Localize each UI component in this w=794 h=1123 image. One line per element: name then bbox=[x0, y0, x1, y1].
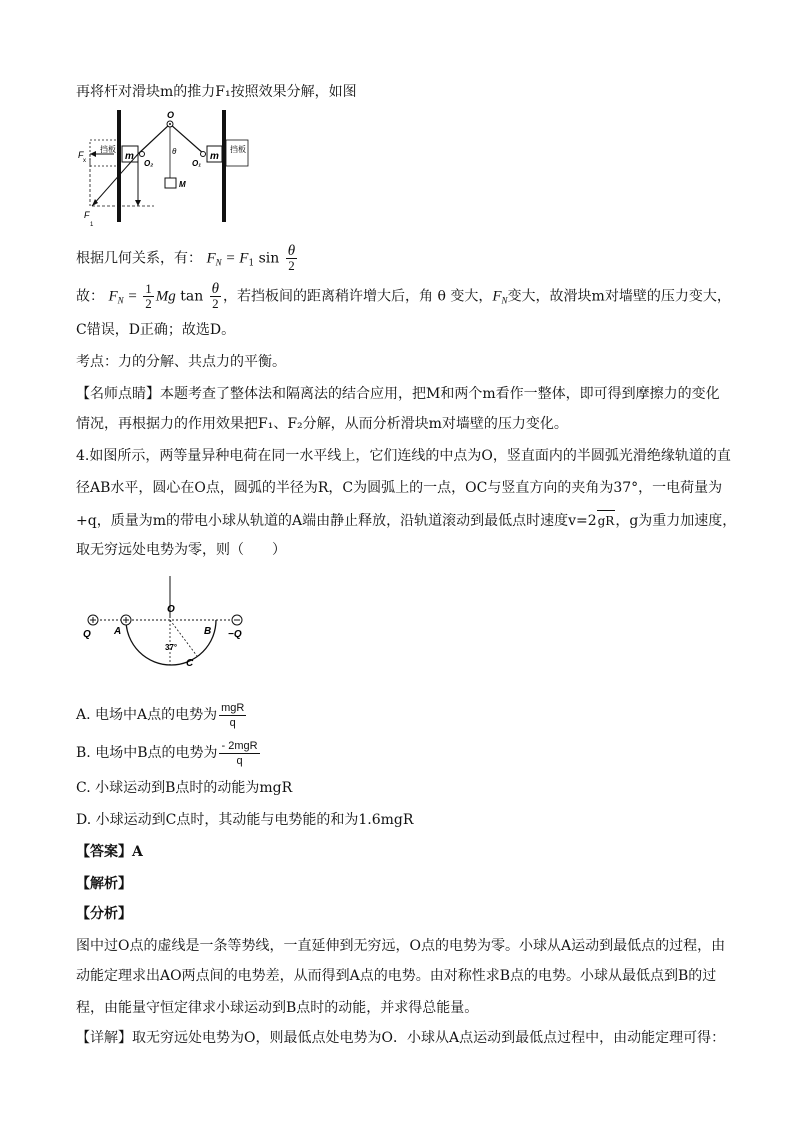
text-line: 图中过O点的虚线是一条等势线，一直延伸到无穷远，O点的电势为零。小球从A运动到最低点的过程，由 bbox=[76, 938, 726, 954]
svg-text:A: A bbox=[114, 626, 122, 637]
svg-text:Q: Q bbox=[83, 629, 91, 640]
text-line: 动能定理求出AO两点间的电势差，从而得到A点的电势。由对称性求B点的电势。小球从最低点到B的过 bbox=[76, 968, 717, 984]
svg-text:挡板: 挡板 bbox=[100, 145, 116, 154]
text-line: 【详解】取无穷远处电势为O，则最低点处电势为O．小球从A点运动到最低点过程中，由动能定理可得： bbox=[76, 1030, 726, 1046]
svg-text:θ: θ bbox=[172, 147, 177, 156]
analysis-heading: 【解析】 bbox=[76, 876, 132, 892]
option-d: D. 小球运动到C点时，其动能与电势能的和为1.6mgR bbox=[76, 812, 414, 828]
text-line: 程，由能量守恒定律求小球运动到B点时的动能，并求得总能量。 bbox=[76, 1000, 479, 1016]
text-line: 4.如图所示，两等量异种电荷在同一水平线上，它们连线的中点为O，竖直面内的半圆弧光滑绝缘轨道的直 bbox=[76, 448, 731, 464]
formula-line-2: 故： $F_N$ = $\frac{1}{2}$ Mg tan $\frac{\theta}{2}$ ，若挡板间的距离稍许增大后，角 θ 变大，$F_N$变大，故滑块m对墙壁的压力变大， bbox=[76, 281, 731, 311]
svg-text:C: C bbox=[186, 658, 194, 669]
svg-text:B: B bbox=[204, 626, 212, 637]
svg-text:x: x bbox=[83, 158, 86, 164]
text-line: 取无穷远处电势为零，则（ ） bbox=[76, 542, 286, 558]
svg-text:−Q: −Q bbox=[228, 629, 242, 640]
text-line: C错误，D正确；故选D。 bbox=[76, 322, 236, 338]
text-line: 【名师点睛】本题考查了整体法和隔离法的结合应用，把M和两个m看作一整体，即可得到摩擦力的变化 bbox=[76, 386, 720, 402]
svg-text:O₂: O₂ bbox=[144, 159, 154, 168]
fenxi-heading: 【分析】 bbox=[76, 906, 132, 922]
figure-slider-rods bbox=[76, 106, 256, 230]
option-c: C. 小球运动到B点时的动能为mgR bbox=[76, 780, 293, 796]
svg-text:37°: 37° bbox=[165, 643, 178, 652]
option-b: B. 电场中B点的电势为 $\frac{\text{- 2mgR}}{q}$ bbox=[76, 739, 258, 767]
svg-text:O: O bbox=[167, 604, 175, 615]
text-line: 再将杆对滑块m的推力F₁按照效果分解，如图 bbox=[76, 84, 357, 100]
text-line: 径AB水平，圆心在O点，圆弧的半径为R，C为圆弧上的一点，OC与竖直方向的夹角为37°，一电荷量为 bbox=[76, 480, 723, 496]
text-line: 情况，再根据力的作用效果把F₁、F₂分解，从而分析滑块m对墙壁的压力变化。 bbox=[76, 416, 568, 432]
formula-line-1: 根据几何关系，有： $F_N = F_1$ sin $\frac{\theta}{2}$ bbox=[76, 243, 296, 273]
figure-semicircle-track bbox=[80, 570, 250, 670]
svg-text:挡板: 挡板 bbox=[230, 145, 246, 154]
svg-text:O₁: O₁ bbox=[192, 159, 202, 168]
svg-text:m: m bbox=[125, 151, 134, 162]
svg-text:F: F bbox=[78, 150, 84, 160]
text-line: +q，质量为m的带电小球从轨道的A端由静止释放，沿轨道滚动到最低点时速度v=2gR，g为重力加速度， bbox=[76, 510, 736, 531]
svg-text:F: F bbox=[84, 210, 90, 220]
svg-text:1: 1 bbox=[90, 222, 94, 228]
svg-text:M: M bbox=[179, 180, 186, 189]
answer-heading: 【答案】A bbox=[76, 844, 143, 860]
svg-text:m: m bbox=[210, 151, 219, 162]
text-line: 考点：力的分解、共点力的平衡。 bbox=[76, 354, 286, 370]
option-a: A. 电场中A点的电势为 $\frac{\text{mgR}}{q}$ bbox=[76, 701, 245, 729]
svg-text:O: O bbox=[167, 110, 175, 120]
